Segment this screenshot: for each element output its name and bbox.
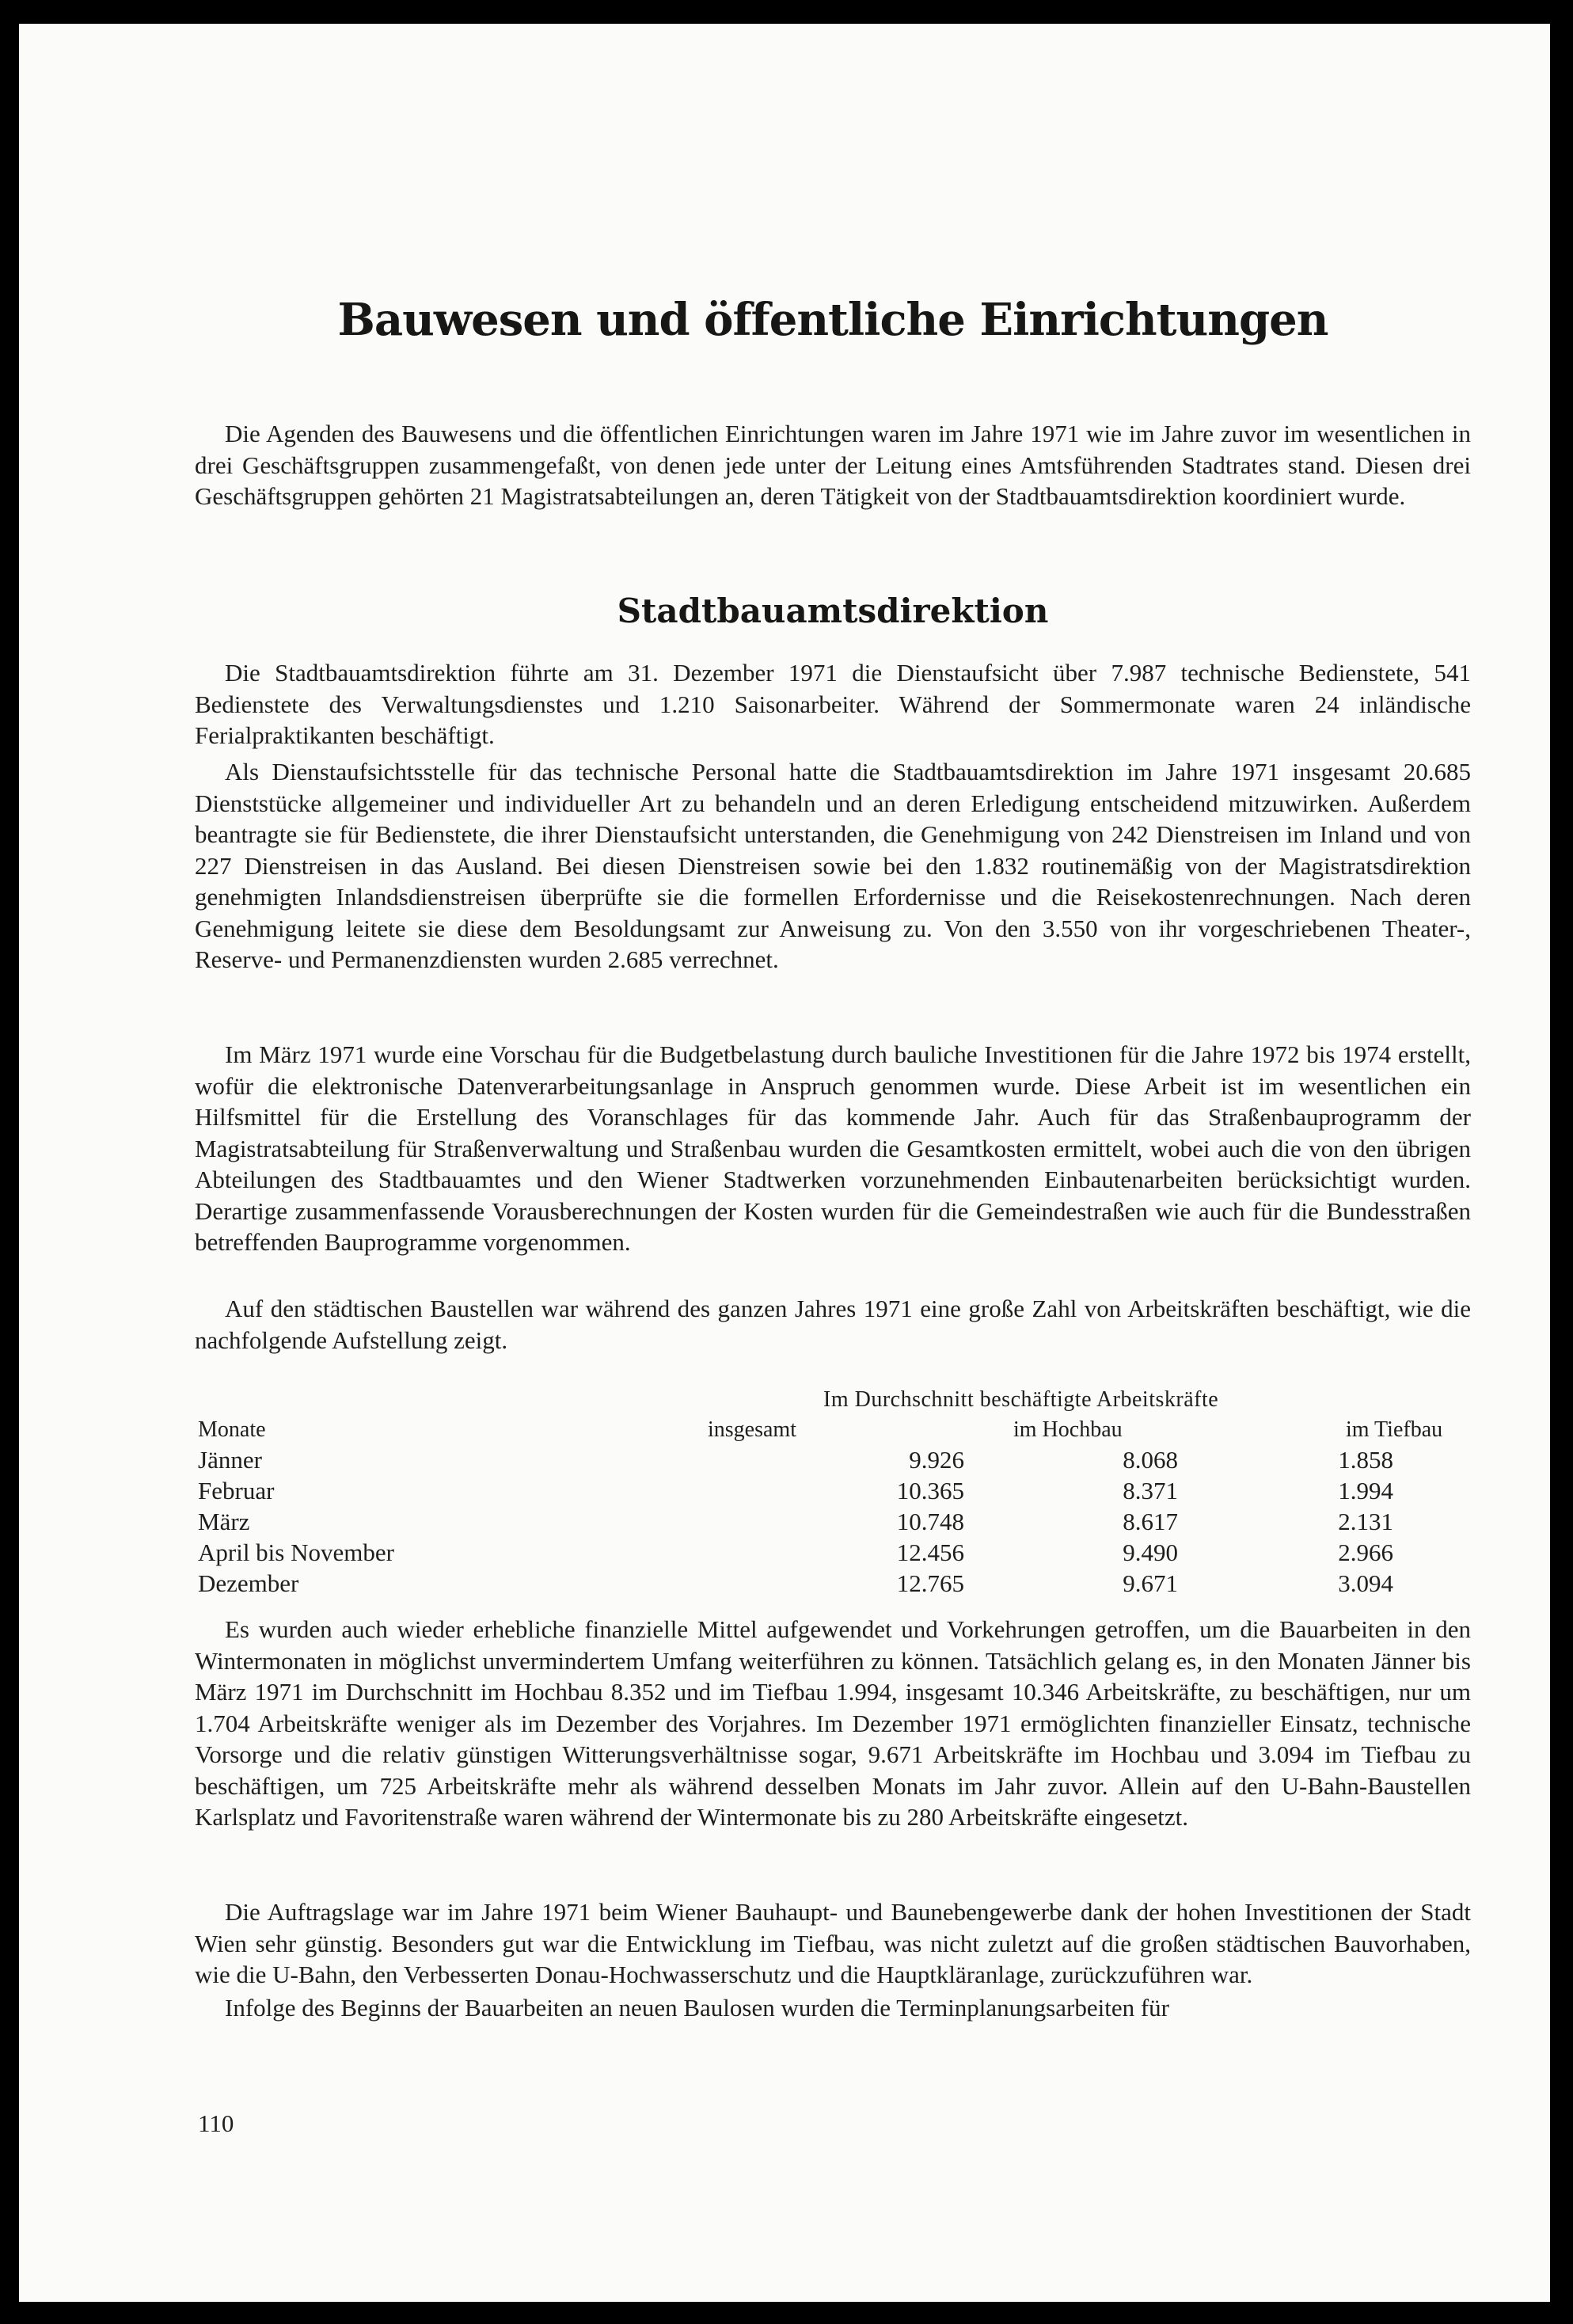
scanned-page — [19, 24, 1550, 2302]
column-header-tiefbau: im Tiefbau — [1346, 1417, 1443, 1442]
column-header-month: Monate — [198, 1417, 266, 1442]
table-row — [195, 1444, 1471, 1475]
body-paragraph: Auf den städtischen Baustellen war während des ganzen Jahres 1971 eine große Zahl von Arbeitskräften beschäftigt, wie die nachfolgende Aufstellung zeigt. — [195, 1295, 1471, 1354]
table-body — [195, 1444, 1471, 1599]
page-number: 110 — [198, 2109, 234, 2137]
column-header-hochbau: im Hochbau — [1013, 1417, 1123, 1442]
table-row — [195, 1568, 1471, 1599]
body-paragraph: Im März 1971 wurde eine Vorschau für die Budgetbelastung durch bauliche Investitionen für die Jahre 1972 bis 1974 erstellt, wofür die elektronische Datenverarbeitungsanlage in Anspruch genommen wurde. Diese Arbeit ist im wesentlichen ein Hilfsmittel für die Erstellung des Voranschlages für das kommende Jahr. Auch für das Straßenbauprogramm der Magistratsabteilung für Straßenverwaltung und Straßenbau wurden die Gesamtkosten ermittelt, wobei auch die von den übrigen Abteilungen des Stadtbauamtes und den Wiener Stadtwerken vorzunehmenden Einbautenarbeiten berücksichtigt wurden. Derartige zusammenfassende Vorausberechnungen der Kosten wurden für die Gemeindestraßen wie auch für die Bundesstraßen betreffenden Bauprogramme vorgenommen. — [195, 1040, 1471, 1256]
total-cell: 12.456 — [896, 1539, 964, 1566]
hochbau-cell: 9.671 — [1123, 1569, 1178, 1597]
tiefbau-cell: 2.131 — [1338, 1508, 1393, 1535]
table-header-row — [195, 1416, 1471, 1444]
table-row — [195, 1537, 1471, 1568]
month-cell: März — [198, 1508, 250, 1535]
hochbau-cell: 8.068 — [1123, 1446, 1178, 1474]
body-paragraph: Als Dienstaufsichtsstelle für das technische Personal hatte die Stadtbauamtsdirektion im Jahre 1971 insgesamt 20.685 Dienststücke allgemeiner und individueller Art zu behandeln und an deren Erledigung entscheidend mitzuwirken. Außerdem beantragte sie für Bedienstete, die ihrer Dienstaufsicht unterstanden, die Genehmigung von 242 Dienstreisen im Inland und von 227 Dienstreisen in das Ausland. Bei diesen Dienstreisen sowie bei den 1.832 routinemäßig von der Magistratsdirektion genehmigten Inlandsdienstreisen überprüfte sie die formellen Erfordernisse und die Reisekostenrechnungen. Nach deren Genehmigung leitete sie diese dem Besoldungsamt zur Anweisung zu. Von den 3.550 von ihr vorgeschriebenen Theater-, Reserve- und Permanenzdiensten wurden 2.685 verrechnet. — [195, 758, 1471, 973]
intro-paragraph: Die Agenden des Bauwesens und die öffentlichen Einrichtungen waren im Jahre 1971 wie im Jahre zuvor im wesentlichen in drei Geschäftsgruppen zusammengefaßt, von denen jede unter der Leitung eines Amtsführenden Stadtrates stand. Diesen drei Geschäftsgruppen gehörten 21 Magistratsabteilungen an, deren Tätigkeit von der Stadtbauamtsdirektion koordiniert wurde. — [195, 420, 1471, 510]
table-group-heading: Im Durchschnitt beschäftigte Arbeitskräfte — [823, 1387, 1219, 1412]
body-paragraph: Infolge des Beginns der Bauarbeiten an neuen Baulosen wurden die Terminplanungsarbeiten für — [225, 1994, 1169, 2022]
total-cell: 9.926 — [909, 1446, 964, 1474]
tiefbau-cell: 1.858 — [1338, 1446, 1393, 1474]
hochbau-cell: 9.490 — [1123, 1539, 1178, 1566]
hochbau-cell: 8.617 — [1123, 1508, 1178, 1535]
total-cell: 12.765 — [896, 1569, 964, 1597]
tiefbau-cell: 2.966 — [1338, 1539, 1393, 1566]
total-cell: 10.365 — [896, 1477, 964, 1504]
body-paragraph: Es wurden auch wieder erhebliche finanzielle Mittel aufgewendet und Vorkehrungen getroffen, um die Bauarbeiten in den Wintermonaten in möglichst unvermindertem Umfang weiterführen zu können. Tatsächlich gelang es, in den Monaten Jänner bis März 1971 im Durchschnitt im Hochbau 8.352 und im Tiefbau 1.994, insgesamt 10.346 Arbeitskräfte, zu beschäftigen, nur um 1.704 Arbeitskräfte weniger als im Dezember des Vorjahres. Im Dezember 1971 ermöglichten finanzieller Einsatz, technische Vorsorge und die relativ günstigen Witterungsverhältnisse sogar, 9.671 Arbeitskräfte im Hochbau und 3.094 im Tiefbau zu beschäftigen, um 725 Arbeitskräfte mehr als während desselben Monats im Jahr zuvor. Allein auf den U-Bahn-Baustellen Karlsplatz und Favoritenstraße waren während der Wintermonate bis zu 280 Arbeitskräfte eingesetzt. — [195, 1615, 1471, 1831]
body-paragraph: Die Auftragslage war im Jahre 1971 beim Wiener Bauhaupt- und Baunebengewerbe dank der hohen Investitionen der Stadt Wien sehr günstig. Besonders gut war die Entwicklung im Tiefbau, was nicht zuletzt auf die großen städtischen Bauvorhaben, wie die U-Bahn, den Verbesserten Donau-Hochwasserschutz und die Hauptkläranlage, zurückzuführen war. — [195, 1898, 1471, 1988]
column-header-total: insgesamt — [708, 1417, 796, 1442]
page-title: Bauwesen und öffentliche Einrichtungen — [337, 294, 1328, 346]
month-cell: Februar — [198, 1477, 275, 1504]
tiefbau-cell: 3.094 — [1338, 1569, 1393, 1597]
month-cell: Dezember — [198, 1569, 299, 1597]
table-row — [195, 1475, 1471, 1506]
tiefbau-cell: 1.994 — [1338, 1477, 1393, 1504]
table-row — [195, 1506, 1471, 1537]
month-cell: Jänner — [198, 1446, 262, 1474]
section-title: Stadtbauamtsdirektion — [617, 591, 1049, 630]
hochbau-cell: 8.371 — [1123, 1477, 1178, 1504]
month-cell: April bis November — [198, 1539, 394, 1566]
body-paragraph: Die Stadtbauamtsdirektion führte am 31. Dezember 1971 die Dienstaufsicht über 7.987 technische Bedienstete, 541 Bedienstete des Verwaltungsdienstes und 1.210 Saisonarbeiter. Während der Sommermonate waren 24 inländische Ferialpraktikanten beschäftigt. — [195, 659, 1471, 749]
total-cell: 10.748 — [896, 1508, 964, 1535]
